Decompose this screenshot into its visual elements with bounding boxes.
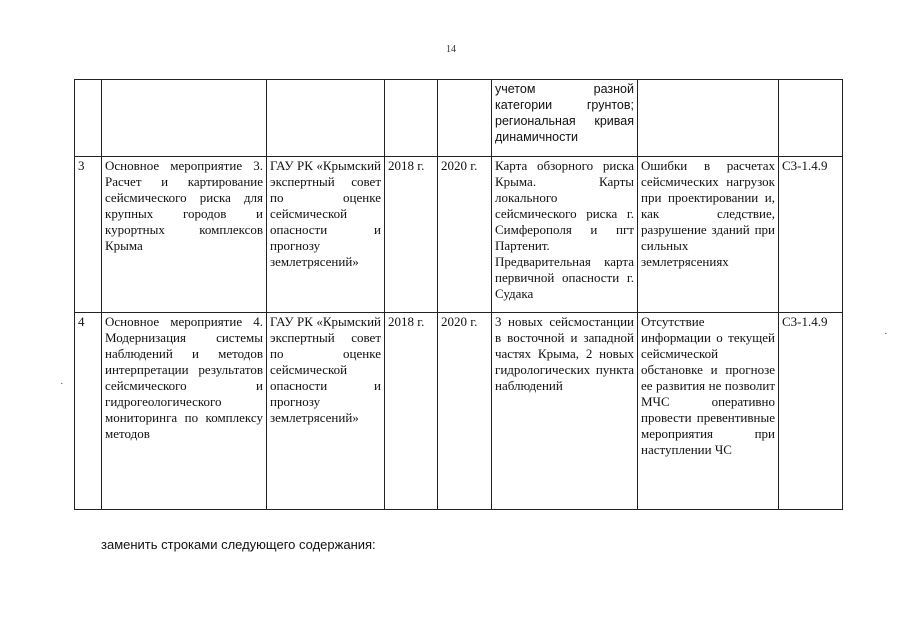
cell-executor: ГАУ РК «Крымский экспертный совет по оценке сейсмической опасности и прогнозу землетрясений» <box>267 313 385 510</box>
cell-event: Основное мероприятие 4. Модернизация системы наблюдений и методов интерпретации результатов сейсмического и гидрогеологического мониторинга по комплексу методов <box>102 313 267 510</box>
cell-executor: ГАУ РК «Крымский экспертный совет по оценке сейсмической опасности и прогнозу землетрясений» <box>267 157 385 313</box>
cell-start <box>385 80 438 157</box>
cell-num: 3 <box>75 157 102 313</box>
table-row <box>75 313 843 510</box>
cell-executor <box>267 80 385 157</box>
cell-start: 2018 г. <box>385 157 438 313</box>
cell-result: Карта обзорного риска Крыма. Карты локального сейсмического риска г. Симферополя и пгт Партенит. Предварительная карта первичной опасности г. Судака <box>492 157 638 313</box>
cell-code: С3-1.4.9 <box>779 313 843 510</box>
cell-consequences: Ошибки в расчетах сейсмических нагрузок при проектировании и, как следствие, разрушение зданий при сильных землетрясениях <box>638 157 779 313</box>
cell-num: 4 <box>75 313 102 510</box>
table-row <box>75 80 843 157</box>
cell-event: Основное мероприятие 3. Расчет и картирование сейсмического риска для крупных городов и курортных комплексов Крыма <box>102 157 267 313</box>
cell-end: 2020 г. <box>438 313 492 510</box>
cell-event <box>102 80 267 157</box>
margin-mark-right: · <box>884 328 888 340</box>
cell-code <box>779 80 843 157</box>
cell-consequences <box>638 80 779 157</box>
cell-result: 3 новых сейсмостанции в восточной и западной частях Крыма, 2 новых гидрологических пункта наблюдений <box>492 313 638 510</box>
footer-text: заменить строками следующего содержания: <box>101 537 376 552</box>
cell-end <box>438 80 492 157</box>
cell-code: С3-1.4.9 <box>779 157 843 313</box>
program-table <box>74 79 843 510</box>
cell-consequences: Отсутствие информации о текущей сейсмической обстановке и прогнозе ее развития не позволит МЧС оперативно провести превентивные мероприятия при наступлении ЧС <box>638 313 779 510</box>
table-row <box>75 157 843 313</box>
cell-result: учетом разной категории грунтов; региональная кривая динамичности <box>492 80 638 157</box>
cell-start: 2018 г. <box>385 313 438 510</box>
cell-end: 2020 г. <box>438 157 492 313</box>
cell-num <box>75 80 102 157</box>
margin-mark-left: · <box>60 378 64 390</box>
page-number: 14 <box>446 44 456 55</box>
